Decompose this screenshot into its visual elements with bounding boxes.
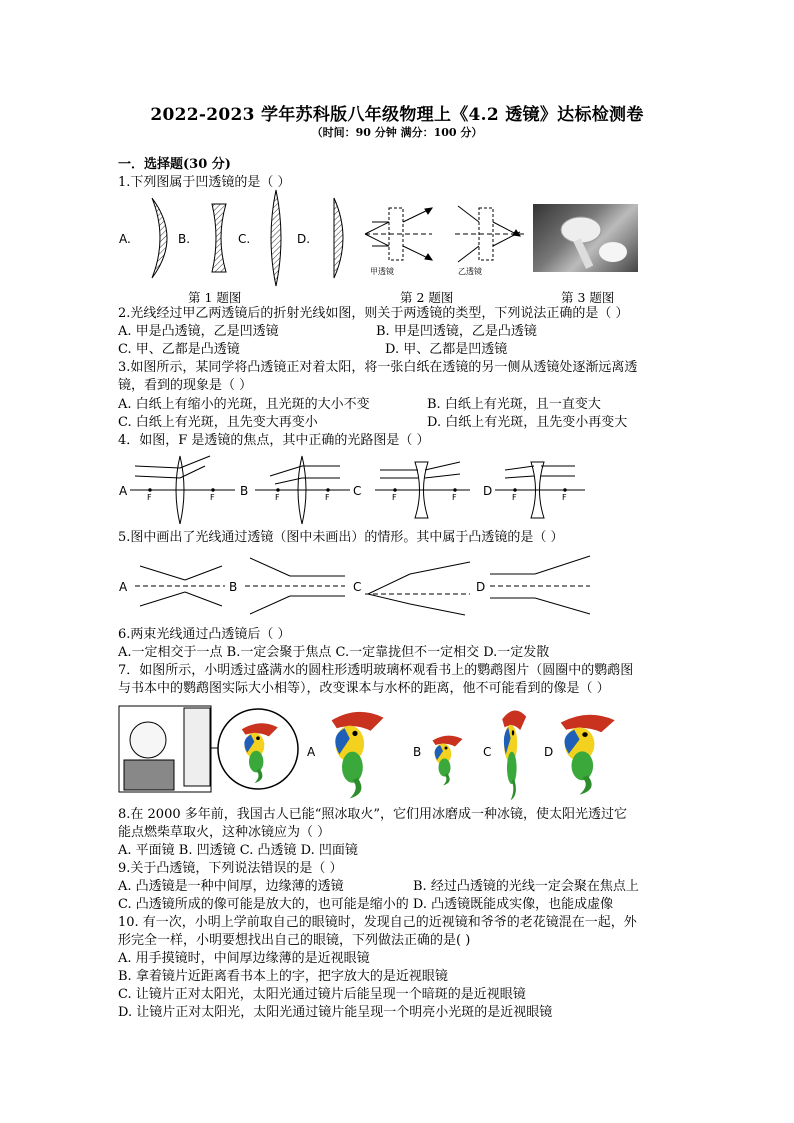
q4-focus-d1: F	[512, 493, 517, 502]
q4-focus-c1: F	[392, 493, 397, 502]
q7-label-d: D	[544, 745, 554, 759]
q4-focus-b1: F	[275, 493, 280, 502]
q4-focus-a1: F	[147, 493, 152, 502]
q1-label-a: A.	[119, 232, 131, 246]
q7-label-c: C	[483, 745, 492, 759]
q2-label-jia: 甲透镜	[370, 267, 394, 276]
q3-option-b: B. 白纸上有光斑，且一直变大	[427, 397, 601, 412]
q9-option-cd: C. 凸透镜所成的像可能是放大的，也可能是缩小的 D. 凸透镜既能成实像，也能成虚像	[118, 897, 614, 912]
q10-option-d: D. 让镜片正对太阳光，太阳光通过镜片能呈现一个明亮小光斑的是近视眼镜	[118, 1005, 553, 1020]
caption-fig2: 第 2 题图	[400, 290, 454, 305]
q4-label-c: C	[353, 484, 362, 498]
q3-option-d: D. 白纸上有光斑，且先变小再变大	[427, 415, 628, 430]
q1-stem: 1.下列图属于凹透镜的是（ ）	[118, 175, 291, 190]
q1-label-b: B.	[178, 232, 191, 246]
q3-option-c: C. 白纸上有光斑，且先变大再变小	[118, 415, 318, 430]
q6-stem: 6.两束光线通过凸透镜后（ ）	[118, 627, 291, 642]
q6-options: A.一定相交于一点 B.一定会聚于焦点 C.一定靠拢但不一定相交 D.一定发散	[118, 645, 550, 660]
q7-stem-line2: 与书本中的鹦鹉图实际大小相等），改变课本与水杯的距离，他不可能看到的像是（ ）	[118, 681, 610, 696]
q4-stem: 4．如图，F 是透镜的焦点，其中正确的光路图是（ ）	[118, 433, 430, 448]
page-subtitle: （时间：90 分钟 满分：100 分）	[311, 126, 483, 139]
q5-stem: 5.图中画出了光线通过透镜（图中未画出）的情形。其中属于凸透镜的是（ ）	[118, 530, 564, 545]
q2-option-b: B. 甲是凹透镜，乙是凸透镜	[376, 324, 537, 339]
q3-option-a: A. 白纸上有缩小的光斑，且光斑的大小不变	[118, 397, 370, 412]
caption-fig3: 第 3 题图	[561, 290, 615, 305]
q9-option-b: B. 经过凸透镜的光线一定会聚在焦点上	[413, 879, 639, 894]
q9-option-a: A. 凸透镜是一种中间厚，边缘薄的透镜	[118, 879, 344, 894]
q5-label-d: D	[476, 580, 486, 594]
q8-stem-line1: 8.在 2000 多年前，我国古人已能“照冰取火”，它们用冰磨成一种冰镜，使太阳光透过它	[118, 807, 628, 822]
q1-label-c: C.	[238, 232, 251, 246]
q7-stem-line1: 7．如图所示，小明透过盛满水的圆柱形透明玻璃杯观看书上的鹦鹉图片（圆圈中的鹦鹉图	[118, 663, 634, 678]
q4-focus-c2: F	[452, 493, 457, 502]
q4-focus-b2: F	[325, 493, 330, 502]
q4-label-d: D	[483, 484, 493, 498]
q10-stem-line1: 10. 有一次，小明上学前取自己的眼镜时，发现自己的近视镜和爷爷的老花镜混在一起，外	[118, 915, 637, 930]
q7-label-b: B	[413, 745, 422, 759]
section-heading: 一．选择题(30 分)	[118, 157, 231, 172]
q10-option-b: B. 拿着镜片近距离看书本上的字，把字放大的是近视眼镜	[118, 969, 448, 984]
q5-label-a: A	[119, 580, 128, 594]
page-title: 2022-2023 学年苏科版八年级物理上《4.2 透镜》达标检测卷	[150, 105, 644, 125]
q7-label-a: A	[307, 745, 316, 759]
q4-focus-a2: F	[210, 493, 215, 502]
q10-option-a: A. 用手摸镜时，中间厚边缘薄的是近视眼镜	[118, 951, 370, 966]
q4-focus-d2: F	[562, 493, 567, 502]
q10-option-c: C. 让镜片正对太阳光，太阳光通过镜片后能呈现一个暗斑的是近视眼镜	[118, 987, 526, 1002]
q10-stem-line2: 形完全一样，小明要想找出自己的眼镜，下列做法正确的是( )	[118, 933, 471, 948]
q8-options: A. 平面镜 B. 凹透镜 C. 凸透镜 D. 凹面镜	[118, 843, 358, 858]
q2-label-yi: 乙透镜	[458, 267, 482, 276]
q2-stem: 2.光线经过甲乙两透镜后的折射光线如图，则关于两透镜的类型，下列说法正确的是（ ）	[118, 306, 629, 321]
caption-fig1: 第 1 题图	[188, 290, 242, 305]
q5-label-b: B	[229, 580, 238, 594]
q4-label-a: A	[119, 484, 128, 498]
q9-stem: 9.关于凸透镜，下列说法错误的是（ ）	[118, 861, 343, 876]
q3-stem-line1: 3.如图所示，某同学将凸透镜正对着太阳，将一张白纸在透镜的另一侧从透镜处逐渐远离透	[118, 360, 638, 375]
q2-option-d: D. 甲、乙都是凹透镜	[385, 342, 508, 357]
q2-option-a: A. 甲是凸透镜，乙是凹透镜	[118, 324, 279, 339]
q5-label-c: C	[353, 580, 362, 594]
q1-label-d: D.	[297, 232, 311, 246]
q8-stem-line2: 能点燃柴草取火，这种冰镜应为（ ）	[118, 825, 331, 840]
q4-label-b: B	[240, 484, 249, 498]
q2-option-c: C. 甲、乙都是凸透镜	[118, 342, 240, 357]
q3-stem-line2: 镜，看到的现象是（ ）	[118, 378, 253, 393]
